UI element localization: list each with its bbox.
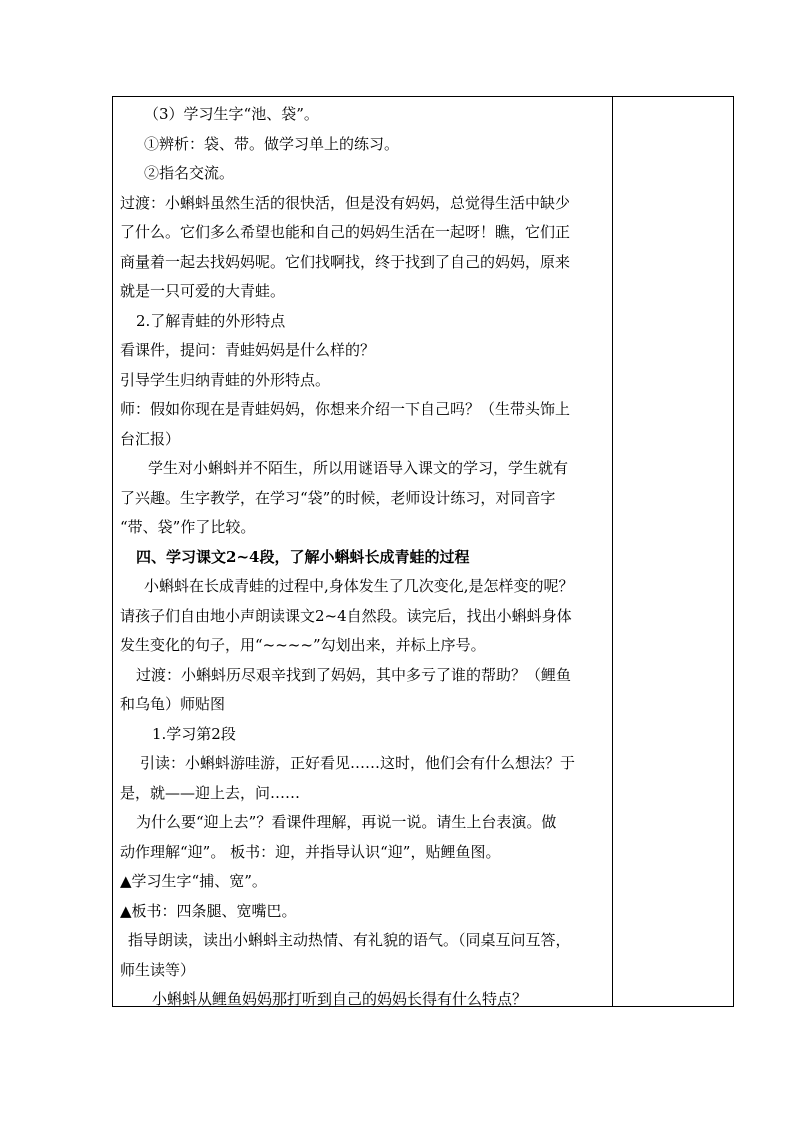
text-line: 请孩子们自由地小声朗读课文2~4自然段。读完后，找出小蝌蚪身体 bbox=[120, 606, 572, 625]
text-line: 为什么要“迎上去”？看课件理解，再说一说。请生上台表演。做 bbox=[136, 813, 557, 831]
text-line: 四、学习课文2~4段，了解小蝌蚪长成青蛙的过程 bbox=[136, 547, 470, 566]
text-line: 小蝌蚪在长成青蛙的过程中,身体发生了几次变化,是怎样变的呢？ bbox=[144, 577, 574, 595]
text-line: 引导学生归纳青蛙的外形特点。 bbox=[120, 370, 331, 389]
text-line: 引读：小蝌蚪游哇游，正好看见……这时，他们会有什么想法？于 bbox=[140, 754, 576, 772]
text-line: 了什么。它们多么希望也能和自己的妈妈生活在一起呀！瞧，它们正 bbox=[120, 223, 571, 241]
table-column-divider bbox=[612, 96, 613, 1007]
text-line: 指导朗读，读出小蝌蚪主动热情、有礼貌的语气。（同桌互问互答， bbox=[128, 931, 571, 949]
text-line: 1.学习第2段 bbox=[152, 724, 236, 743]
text-line: ▲学习生字“捕、宽”。 bbox=[120, 872, 267, 890]
lesson-content bbox=[120, 100, 607, 1015]
text-line: 过渡：小蝌蚪虽然生活的很快活，但是没有妈妈，总觉得生活中缺少 bbox=[120, 193, 571, 212]
text-line: 和乌龟）师贴图 bbox=[120, 695, 226, 713]
text-line: 了兴趣。生字教学，在学习“袋”的时候，老师设计练习，对同音字 bbox=[120, 488, 556, 507]
text-line: 是，就——迎上去，问…… bbox=[120, 783, 301, 802]
text-line: “带、袋”作了比较。 bbox=[120, 518, 256, 536]
text-line: 发生变化的句子，用“~~~~”勾划出来，并标上序号。 bbox=[120, 636, 486, 654]
text-line: ①辨析：袋、带。做学习单上的练习。 bbox=[144, 134, 400, 153]
text-line: 过渡：小蝌蚪历尽艰辛找到了妈妈，其中多亏了谁的帮助？（鲤鱼 bbox=[136, 665, 572, 684]
text-line: 商量着一起去找妈妈呢。它们找啊找，终于找到了自己的妈妈，原来 bbox=[120, 252, 571, 271]
text-line: 师生读等） bbox=[120, 960, 196, 979]
text-line: 学生对小蝌蚪并不陌生，所以用谜语导入课文的学习，学生就有 bbox=[148, 459, 569, 477]
text-line: 师：假如你现在是青蛙妈妈，你想来介绍一下自己吗？（生带头饰上 bbox=[120, 400, 571, 418]
text-line: 小蝌蚪从鲤鱼妈妈那打听到自己的妈妈长得有什么特点？ bbox=[152, 990, 528, 1008]
text-line: 台汇报） bbox=[120, 429, 181, 448]
text-line: 就是一只可爱的大青蛙。 bbox=[120, 282, 286, 300]
text-line: 动作理解“迎”。 板书：迎，并指导认识“迎”，贴鲤鱼图。 bbox=[120, 842, 501, 861]
text-line: ②指名交流。 bbox=[144, 164, 235, 182]
text-line: 看课件，提问：青蛙妈妈是什么样的？ bbox=[120, 341, 376, 359]
text-line: ▲板书：四条腿、宽嘴巴。 bbox=[120, 901, 297, 920]
text-line: 2.了解青蛙的外形特点 bbox=[136, 311, 286, 330]
text-line: （3）学习生字“池、袋”。 bbox=[144, 105, 319, 123]
